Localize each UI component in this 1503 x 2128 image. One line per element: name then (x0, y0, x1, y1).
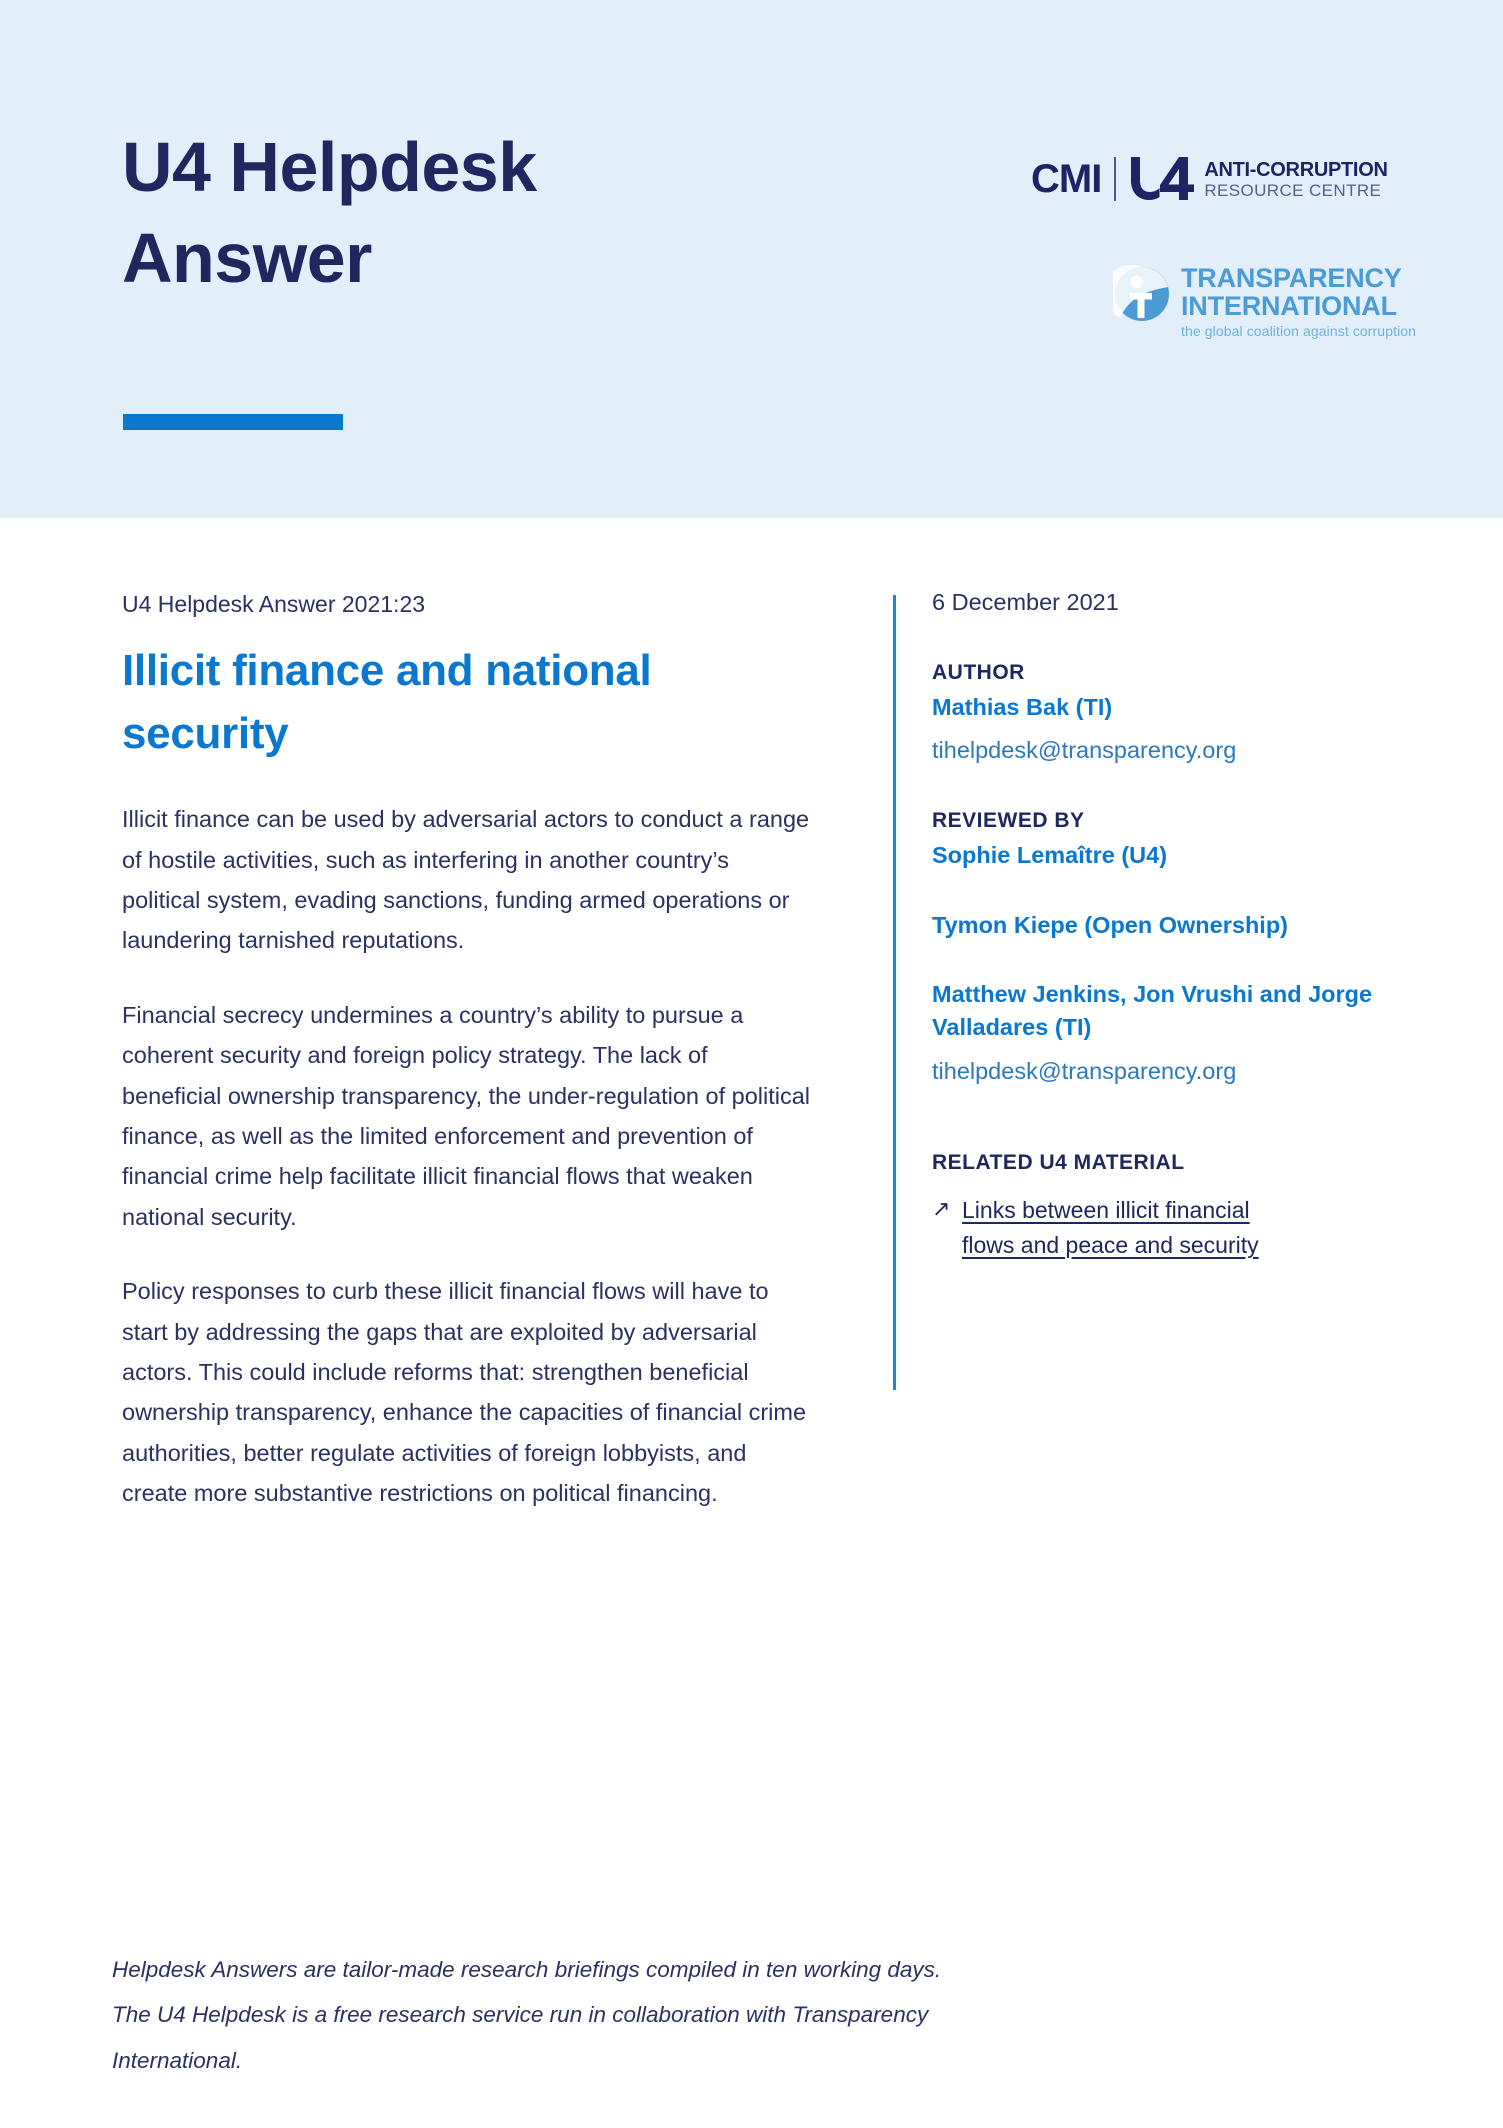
footer-line-3: International. (112, 2047, 243, 2073)
author-label: AUTHOR (932, 660, 1025, 684)
main-content-column (122, 588, 812, 1537)
document-reference: U4 Helpdesk Answer 2021:23 (122, 591, 426, 617)
title-accent-bar (123, 414, 343, 430)
related-material-link[interactable]: Links between illicit financial flows and peace and security (962, 1197, 1259, 1258)
summary-paragraph-3: Policy responses to curb these illicit financial flows will have to start by addressing the gaps that are exploited by adversarial actors. This could include reforms that: strengthen beneficial ownership transparency, enhance the capacities of financial crime authorities, better regulate activities of foreign lobbyists, and create more substantive restrictions on political financing. (122, 1278, 807, 1507)
reviewer-name-3: Matthew Jenkins, Jon Vrushi and Jorge Valladares (TI) (932, 980, 1373, 1041)
author-email[interactable]: tihelpdesk@transparency.org (932, 737, 1237, 764)
page-title: U4 Helpdesk Answer (122, 128, 537, 297)
summary-paragraph-1: Illicit finance can be used by adversarial actors to conduct a range of hostile activities, such as interfering in another country’s political system, evading sanctions, funding armed operations or laundering tarnished reputations. (122, 806, 810, 954)
reviewer-name-2: Tymon Kiepe (Open Ownership) (932, 911, 1289, 938)
summary-paragraph-2: Financial secrecy undermines a country’s ability to pursue a coherent security and foreign policy strategy. The lack of beneficial ownership transparency, the under-regulation of political finance, as well as the limited enforcement and prevention of financial crime help facilitate illicit financial flows that weaken national security. (122, 1001, 810, 1230)
u4-logo-line1: ANTI-CORRUPTION (1204, 158, 1388, 181)
ti-logo-tagline: the global coalition against corruption (1181, 323, 1417, 339)
u4-mark-icon (1127, 155, 1197, 203)
ti-globe-icon (1113, 265, 1171, 328)
cmi-wordmark: CMI (1031, 157, 1102, 201)
ti-logo-line1: TRANSPARENCY (1181, 263, 1402, 293)
reviewer-name-1: Sophie Lemaître (U4) (932, 842, 1168, 869)
related-material-label: RELATED U4 MATERIAL (932, 1151, 1185, 1175)
document-title: Illicit finance and national security (122, 646, 652, 758)
transparency-international-logo (1113, 265, 1416, 338)
metadata-column (932, 586, 1382, 1262)
column-divider (893, 595, 896, 1390)
ti-logo-line2: INTERNATIONAL (1181, 291, 1397, 321)
u4-logo-line2: RESOURCE CENTRE (1204, 180, 1382, 200)
ti-logo-text (1181, 265, 1416, 338)
publication-date: 6 December 2021 (932, 589, 1119, 615)
logo-divider (1114, 157, 1116, 201)
author-name: Mathias Bak (TI) (932, 693, 1113, 720)
reviewer-email[interactable]: tihelpdesk@transparency.org (932, 1057, 1237, 1084)
u4-logo-text (1204, 160, 1387, 199)
footer-line-2: The U4 Helpdesk is a free research service run in collaboration with Transparency (112, 2002, 929, 2028)
related-material-item[interactable] (932, 1193, 1382, 1262)
external-link-arrow-icon: ↗ (932, 1196, 951, 1222)
cmi-u4-logo (1031, 155, 1388, 203)
footer-line-1: Helpdesk Answers are tailor-made research briefings compiled in ten working days. (112, 1957, 942, 1982)
reviewed-by-label: REVIEWED BY (932, 809, 1085, 833)
page-footer (112, 1952, 1212, 2088)
header-band (0, 0, 1503, 518)
